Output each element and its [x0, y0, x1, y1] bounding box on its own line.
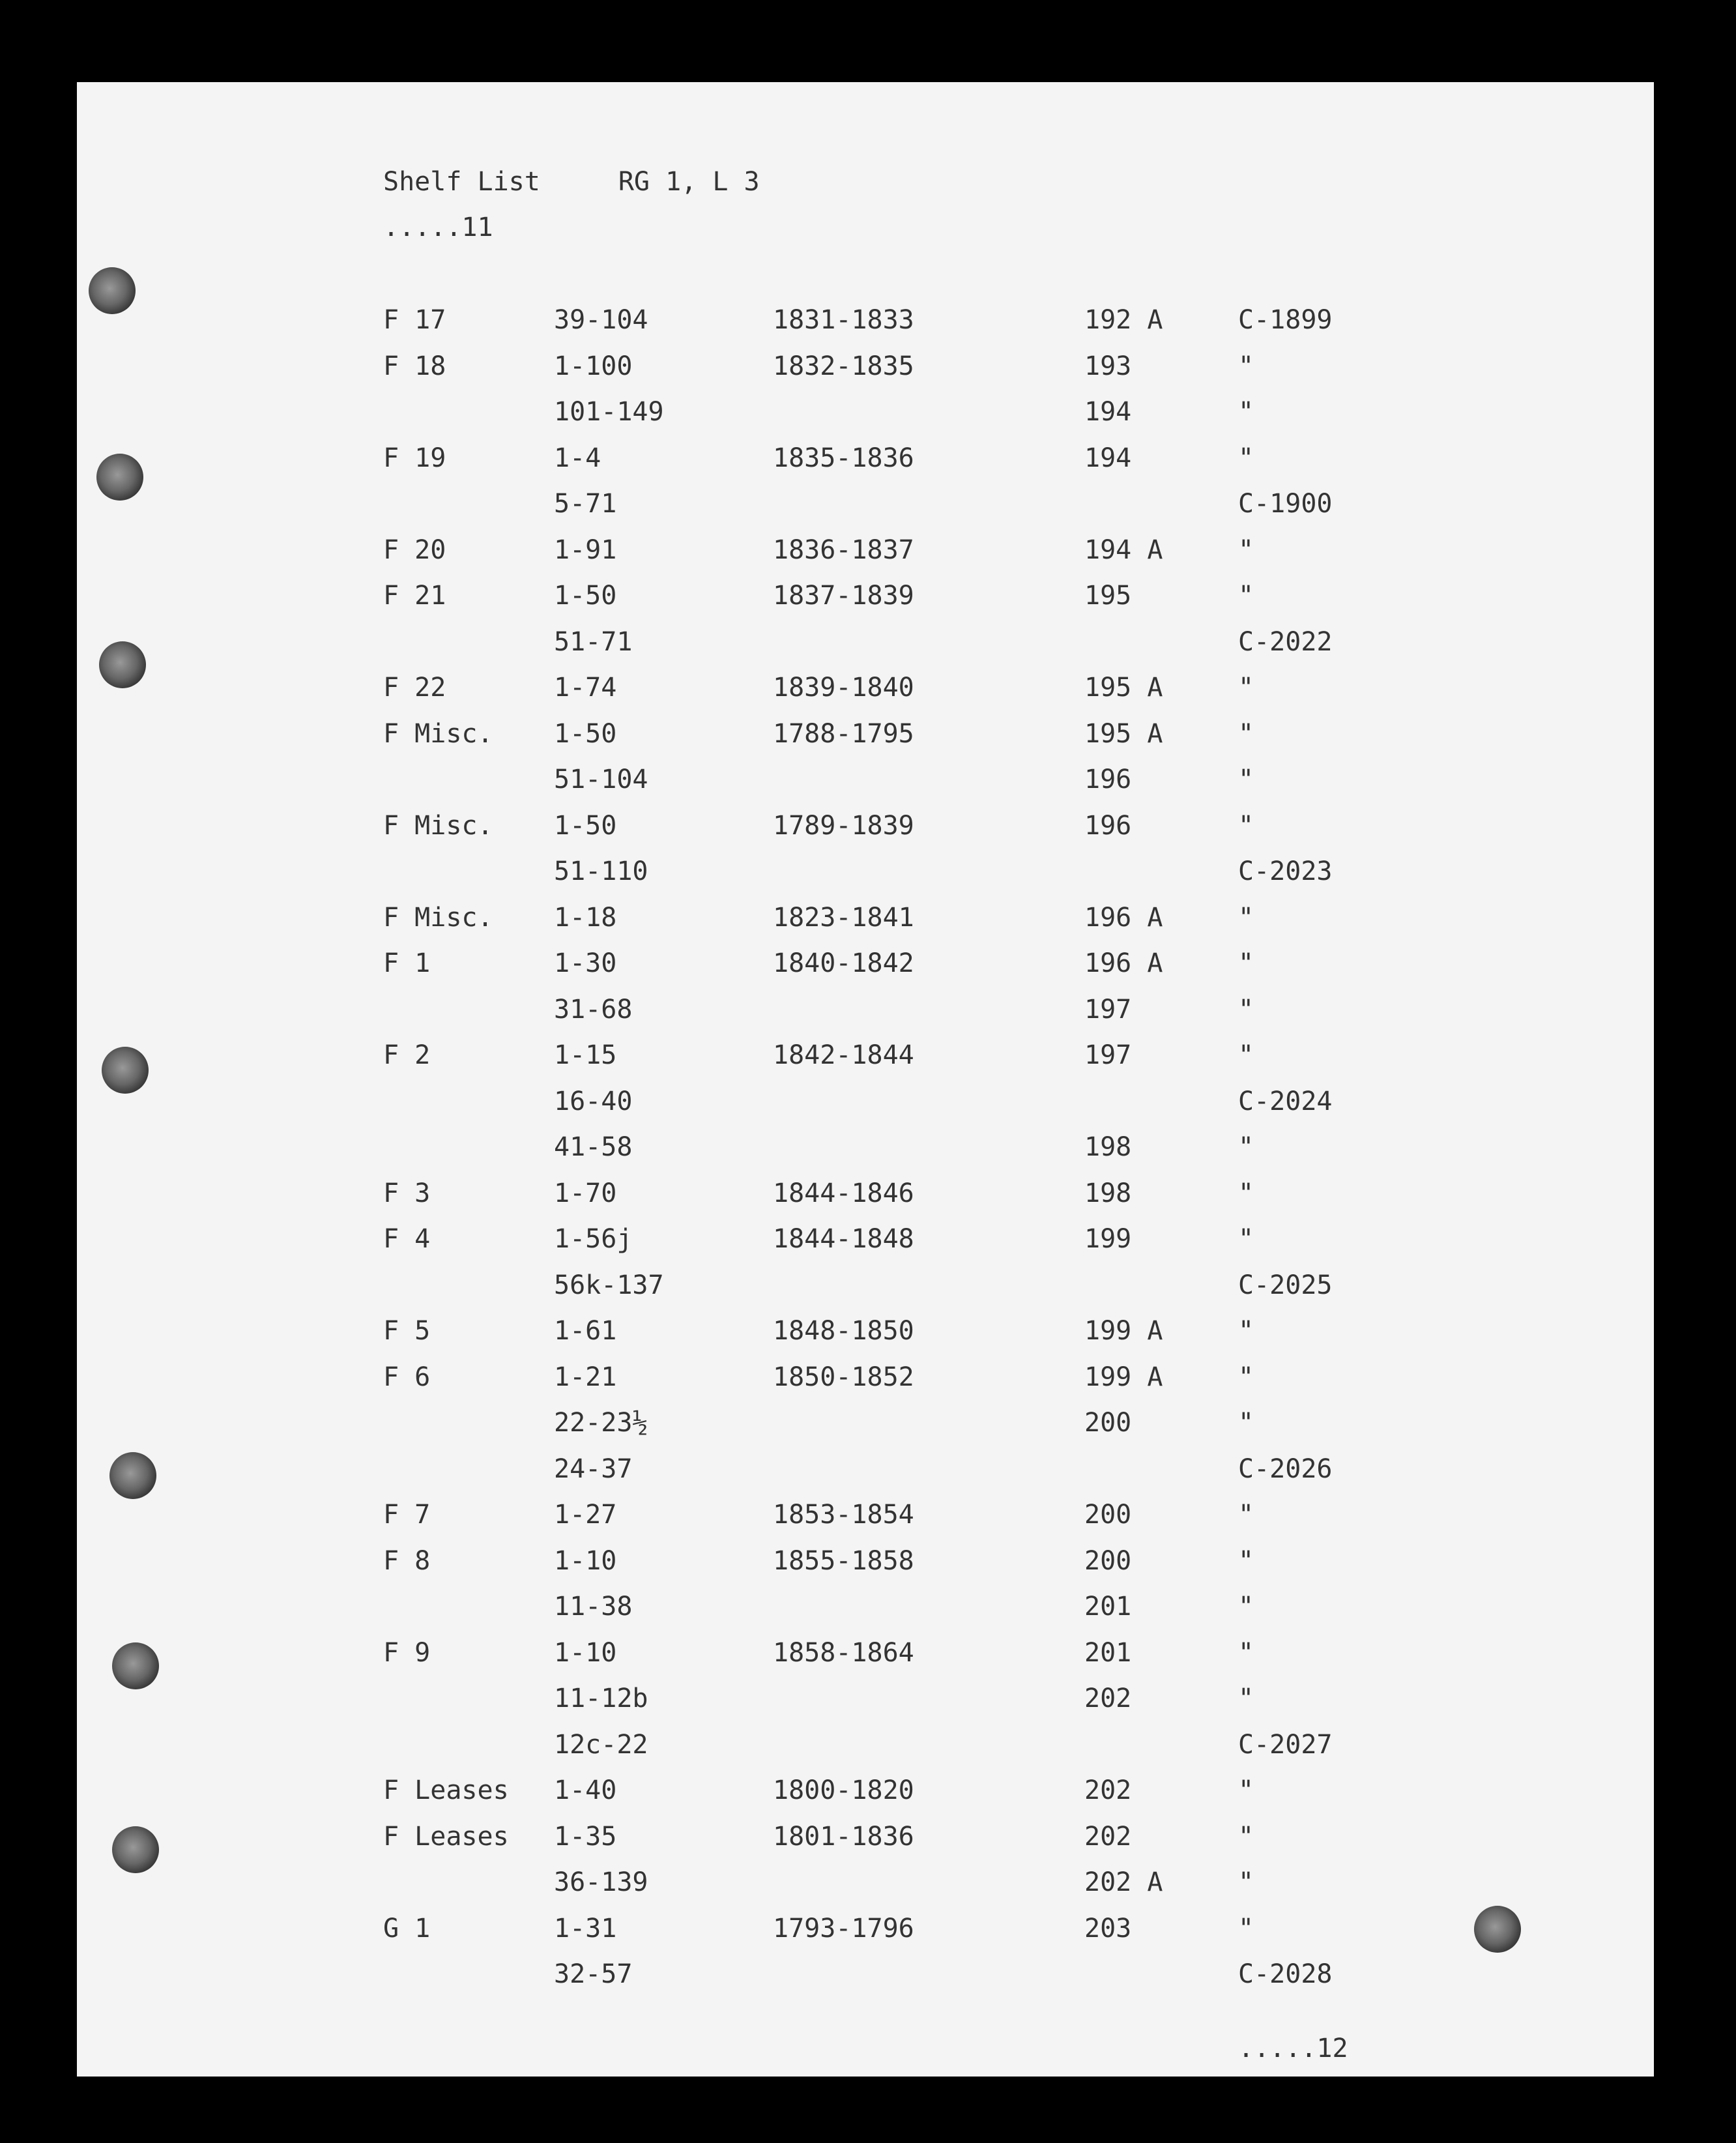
box-cell: 194: [1084, 397, 1132, 427]
range-cell: 1-70: [554, 1178, 617, 1208]
range-cell: 56k-137: [554, 1270, 664, 1300]
reel-cell: ": [1238, 994, 1254, 1025]
folder-cell: F Misc.: [383, 810, 493, 841]
dates-cell: 1836-1837: [773, 534, 914, 565]
folder-cell: F Misc.: [383, 902, 493, 933]
reel-cell: ": [1238, 1500, 1254, 1530]
reel-cell: ": [1238, 1178, 1254, 1208]
reel-cell: C-2028: [1238, 1959, 1333, 1989]
reel-cell: ": [1238, 534, 1254, 565]
punch-hole: [102, 1047, 149, 1094]
dates-cell: 1858-1864: [773, 1637, 914, 1668]
dates-cell: 1823-1841: [773, 902, 914, 933]
range-cell: 1-35: [554, 1821, 617, 1852]
box-cell: 199 A: [1084, 1316, 1163, 1346]
dates-cell: 1842-1844: [773, 1040, 914, 1070]
folder-cell: F 18: [383, 351, 446, 381]
range-cell: 11-12b: [554, 1684, 648, 1713]
folder-cell: F 20: [383, 534, 446, 565]
reel-cell: ": [1238, 443, 1254, 473]
range-cell: 1-31: [554, 1913, 617, 1944]
reel-cell: ": [1238, 1362, 1254, 1392]
reel-cell: ": [1238, 581, 1254, 611]
reel-cell: ": [1238, 718, 1254, 749]
range-cell: 1-50: [554, 810, 617, 841]
range-cell: 1-100: [554, 351, 633, 381]
range-cell: 51-110: [554, 856, 648, 886]
dates-cell: 1793-1796: [773, 1913, 914, 1944]
folder-cell: F 1: [383, 948, 431, 978]
range-cell: 11-38: [554, 1592, 633, 1622]
box-cell: 200: [1084, 1408, 1132, 1438]
range-cell: 1-91: [554, 534, 617, 565]
box-cell: 195: [1084, 581, 1132, 611]
dates-cell: 1855-1858: [773, 1545, 914, 1576]
range-cell: 31-68: [554, 994, 633, 1025]
page-continuation-top: .....11: [383, 212, 493, 242]
box-cell: 194: [1084, 443, 1132, 473]
folder-cell: F 5: [383, 1316, 431, 1346]
box-cell: 198: [1084, 1132, 1132, 1162]
box-cell: 201: [1084, 1637, 1132, 1668]
reel-cell: ": [1238, 1132, 1254, 1162]
folder-cell: F 3: [383, 1178, 431, 1208]
reel-cell: C-1900: [1238, 489, 1333, 519]
folder-cell: F 4: [383, 1224, 431, 1254]
reel-cell: ": [1238, 1913, 1254, 1944]
dates-cell: 1837-1839: [773, 581, 914, 611]
dates-cell: 1788-1795: [773, 718, 914, 749]
box-cell: 196: [1084, 765, 1132, 795]
reel-cell: ": [1238, 1821, 1254, 1852]
reel-cell: C-2026: [1238, 1453, 1333, 1484]
reel-cell: C-2027: [1238, 1729, 1333, 1760]
reel-cell: C-2025: [1238, 1270, 1333, 1300]
box-cell: 194 A: [1084, 534, 1163, 565]
page-continuation-bottom: .....12: [1238, 2034, 1348, 2063]
folder-cell: F 17: [383, 305, 446, 335]
range-cell: 101-149: [554, 397, 664, 427]
folder-cell: G 1: [383, 1913, 431, 1944]
dates-cell: 1840-1842: [773, 948, 914, 978]
reel-cell: ": [1238, 1867, 1254, 1897]
box-cell: 195 A: [1084, 718, 1163, 749]
dates-cell: 1832-1835: [773, 351, 914, 381]
range-cell: 1-50: [554, 581, 617, 611]
reel-cell: ": [1238, 351, 1254, 381]
reel-cell: ": [1238, 1545, 1254, 1576]
record-group-label: RG 1, L 3: [618, 167, 760, 197]
dates-cell: 1850-1852: [773, 1362, 914, 1392]
dates-cell: 1801-1836: [773, 1821, 914, 1852]
range-cell: 1-15: [554, 1040, 617, 1070]
reel-cell: C-2024: [1238, 1086, 1333, 1116]
box-cell: 203: [1084, 1913, 1132, 1944]
dates-cell: 1839-1840: [773, 673, 914, 703]
box-cell: 199: [1084, 1224, 1132, 1254]
reel-cell: C-1899: [1238, 305, 1333, 335]
reel-cell: ": [1238, 1224, 1254, 1254]
range-cell: 16-40: [554, 1086, 633, 1116]
dates-cell: 1831-1833: [773, 305, 914, 335]
folder-cell: F Leases: [383, 1821, 509, 1852]
box-cell: 199 A: [1084, 1362, 1163, 1392]
range-cell: 1-21: [554, 1362, 617, 1392]
folder-cell: F 7: [383, 1500, 431, 1530]
folder-cell: F 8: [383, 1545, 431, 1576]
range-cell: 1-4: [554, 443, 601, 473]
range-cell: 22-23½: [554, 1408, 648, 1438]
range-cell: 1-10: [554, 1637, 617, 1668]
folder-cell: F 2: [383, 1040, 431, 1070]
dates-cell: 1835-1836: [773, 443, 914, 473]
reel-cell: ": [1238, 1684, 1254, 1713]
range-cell: 51-104: [554, 765, 648, 795]
range-cell: 1-56j: [554, 1224, 633, 1254]
reel-cell: ": [1238, 902, 1254, 933]
punch-hole: [96, 454, 143, 501]
folder-cell: F 9: [383, 1637, 431, 1668]
range-cell: 1-10: [554, 1545, 617, 1576]
range-cell: 1-27: [554, 1500, 617, 1530]
range-cell: 32-57: [554, 1959, 633, 1989]
folder-cell: F 21: [383, 581, 446, 611]
document-page: [77, 82, 1654, 2077]
range-cell: 1-50: [554, 718, 617, 749]
range-cell: 51-71: [554, 626, 633, 657]
folder-cell: F 22: [383, 673, 446, 703]
range-cell: 5-71: [554, 489, 617, 519]
reel-cell: C-2022: [1238, 626, 1333, 657]
reel-cell: ": [1238, 1592, 1254, 1622]
range-cell: 36-139: [554, 1867, 648, 1897]
dates-cell: 1800-1820: [773, 1775, 914, 1805]
range-cell: 1-30: [554, 948, 617, 978]
reel-cell: C-2023: [1238, 856, 1333, 886]
box-cell: 202: [1084, 1684, 1132, 1713]
folder-cell: F Leases: [383, 1775, 509, 1805]
dates-cell: 1848-1850: [773, 1316, 914, 1346]
dates-cell: 1844-1848: [773, 1224, 914, 1254]
punch-hole: [1474, 1906, 1521, 1953]
box-cell: 202 A: [1084, 1867, 1163, 1897]
range-cell: 1-40: [554, 1775, 617, 1805]
range-cell: 39-104: [554, 305, 648, 335]
box-cell: 202: [1084, 1821, 1132, 1852]
reel-cell: ": [1238, 1316, 1254, 1346]
reel-cell: ": [1238, 397, 1254, 427]
range-cell: 12c-22: [554, 1729, 648, 1760]
reel-cell: ": [1238, 765, 1254, 795]
dates-cell: 1853-1854: [773, 1500, 914, 1530]
reel-cell: ": [1238, 1408, 1254, 1438]
page-header: [383, 167, 760, 258]
reel-cell: ": [1238, 1040, 1254, 1070]
folder-cell: F Misc.: [383, 718, 493, 749]
range-cell: 1-74: [554, 673, 617, 703]
box-cell: 200: [1084, 1545, 1132, 1576]
punch-hole: [89, 267, 136, 314]
range-cell: 1-61: [554, 1316, 617, 1346]
box-cell: 201: [1084, 1592, 1132, 1622]
box-cell: 200: [1084, 1500, 1132, 1530]
reel-cell: ": [1238, 948, 1254, 978]
punch-hole: [99, 641, 146, 688]
box-cell: 197: [1084, 1040, 1132, 1070]
range-cell: 41-58: [554, 1132, 633, 1162]
dates-cell: 1789-1839: [773, 810, 914, 841]
reel-cell: ": [1238, 810, 1254, 841]
shelf-list-title: Shelf List: [383, 167, 540, 197]
punch-hole: [109, 1452, 156, 1499]
page-footer: [1238, 2034, 1348, 2063]
folder-cell: F 19: [383, 443, 446, 473]
box-cell: 193: [1084, 351, 1132, 381]
box-cell: 192 A: [1084, 305, 1163, 335]
box-cell: 198: [1084, 1178, 1132, 1208]
reel-cell: ": [1238, 1775, 1254, 1805]
range-cell: 1-18: [554, 902, 617, 933]
box-cell: 196 A: [1084, 948, 1163, 978]
box-cell: 202: [1084, 1775, 1132, 1805]
box-cell: 196 A: [1084, 902, 1163, 933]
reel-cell: ": [1238, 673, 1254, 703]
box-cell: 195 A: [1084, 673, 1163, 703]
folder-cell: F 6: [383, 1362, 431, 1392]
dates-cell: 1844-1846: [773, 1178, 914, 1208]
punch-hole: [112, 1826, 159, 1873]
range-cell: 24-37: [554, 1453, 633, 1484]
punch-hole: [112, 1642, 159, 1689]
box-cell: 196: [1084, 810, 1132, 841]
box-cell: 197: [1084, 994, 1132, 1025]
reel-cell: ": [1238, 1637, 1254, 1668]
